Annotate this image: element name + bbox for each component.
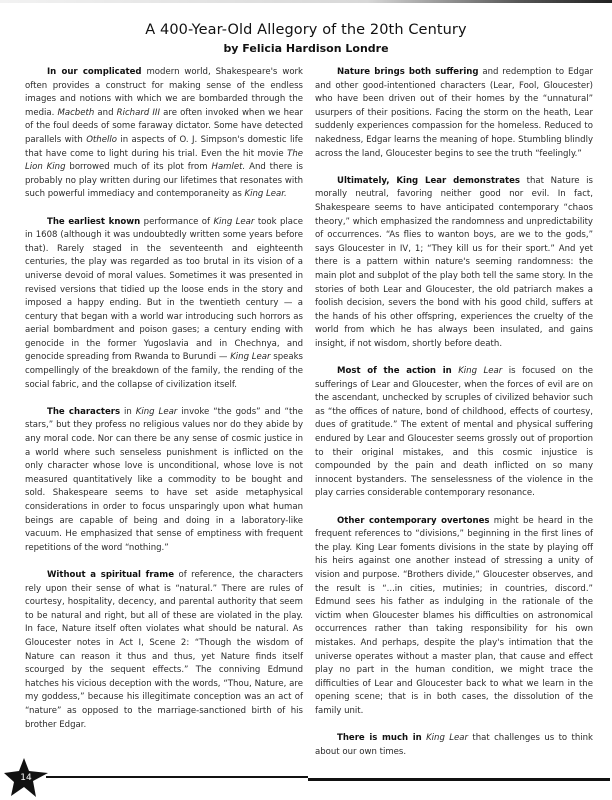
footer-rule <box>308 778 610 781</box>
paragraph-lead: There is much in <box>337 733 422 744</box>
footer-rule <box>46 776 308 778</box>
paragraph-lead: The earliest known <box>47 216 141 227</box>
paragraph-lead: Nature brings both suffering <box>337 67 479 77</box>
paragraph: The characters in King Lear invoke “the gods” and “the stars,” but they profess no religious values nor do they abide by any moral code. Nor can there be any sense of cosmic justice in a world where such senseless punishment is inflicted on the only character whose love is unconditional, whose love is not measured quantitatively like a commodity to be bought and sold. Shakespeare seems to have set aside metaphysical considerations in order to focus unsparingly upon what human beings are capable of being and doing in a laboratory-like vacuum. He emphasized that sense of emptiness with frequent repetitions of the word “nothing.” <box>25 406 304 553</box>
work-title: The Lion King <box>25 148 303 173</box>
paragraph-lead: The characters <box>47 406 121 417</box>
paragraph-lead: In our complicated <box>47 67 142 77</box>
paragraph: There is much in King Lear that challenges us to think about our own times. <box>315 733 594 757</box>
paragraph-lead: Most of the action in <box>337 366 452 377</box>
paragraph: The earliest known performance of King Lear took place in 1608 (although it was undoubtedly written some years before that). Rarely staged in the seventeenth and eighteenth centuries, the play was regarded as too brutal in its vision of a universe devoid of moral values. Sometimes it was presented in revised versions that tidied up the loose ends in the story and imposed a happy ending. But in the twentieth century — a century that began with a world war introducing such horrors as aerial bombardment and poison gases; a century ending with genocide in the former Yugoslavia and in Chechnya, and genocide spreading from Rwanda to Burundi — King Lear speaks compellingly of the breakdown of the family, the rending of the social fabric, and the collapse of civilization itself. <box>25 216 304 390</box>
article-title: A 400-Year-Old Allegory of the 20th Century <box>145 22 467 38</box>
work-title: King Lear <box>458 366 503 377</box>
paragraph-lead: Ultimately, King Lear demonstrates <box>337 175 520 186</box>
right-column <box>315 66 593 773</box>
work-title: King Lear. <box>244 189 287 200</box>
work-title: King Lear <box>213 216 255 227</box>
work-title: Hamlet. <box>211 162 246 173</box>
paragraph-lead: Other contemporary overtones <box>337 515 490 526</box>
paragraph: Most of the action in King Lear is focused on the sufferings of Lear and Gloucester, when the forces of evil are on the ascendant, unchecked by scruples of civilized behavior such as “the offices of nature, bond of childhood, effects of courtesy, dues of gratitude.” The extent of mental and physical suffering endured by Lear and Gloucester seems grossly out of proportion to their original mistakes, and this cosmic injustice is compounded by the pain and death inflicted on so many innocent bystanders. The senselessness of the violence in the play carries considerable contemporary resonance. <box>315 366 594 499</box>
work-title: Richard III <box>116 107 160 118</box>
paragraph: Nature brings both suffering and redemption to Edgar and other good-intentioned characters (Lear, Fool, Gloucester) who have been driven out of their homes by the “unnatural” usurpers of their positions. Facing the storm on the heath, Lear suddenly experiences compassion for the homeless. Reduced to nakedness, Edgar learns the meaning of hope. Stumbling blindly across the land, Gloucester begins to see the truth “feelingly.” <box>315 67 593 159</box>
paragraph: Ultimately, King Lear demonstrates that Nature is morally neutral, favoring neither good nor evil. In fact, Shakespeare seems to have anticipated contemporary “chaos theory,” which emphasized the randomness and unpredictability of occurrences. “As flies to wanton boys, are we to the gods,” says Gloucester in IV, 1; “They kill us for their sport.” And yet there is a pattern within nature's seeming randomness: the main plot and subplot of the play both tell the same story. In the stories of both Lear and Gloucester, the old patriarch makes a foolish decision, severs the bond with his good child, suffers at the hands of his other offspring, experiences the cruelty of the world from which he has always been insulated, and gains insight, if not wisdom, shortly before death. <box>315 175 593 349</box>
paragraph: In our complicated modern world, Shakespeare's work often provides a construct for making sense of the endless images and notions with which we are bombarded through the media. Macbeth and Richard III are often invoked when we hear of the foul deeds of some faraway dictator. Some have detected parallels with Othello in aspects of O. J. Simpson's domestic life that have come to light during his trial. Even the hit movie The Lion King borrowed much of its plot from Hamlet. And there is probably no play written during our lifetimes that resonates with such powerful immediacy and contemporaneity as King Lear. <box>25 67 304 200</box>
page-edge-shadow <box>0 0 612 3</box>
paragraph: Without a spiritual frame of reference, the characters rely upon their sense of what is “natural.” There are rules of courtesy, hospitality, decency, and parental authority that seem to be natural and right, but all of these are violated in the play. In face, Nature itself often violates what should be natural. As Gloucester notes in Act I, Scene 2: “Though the wisdom of Nature can reason it thus and thus, yet Nature finds itself scourged by the sequent effects.” The conniving Edmund hatches his vicious deception with the words, “Thou, Nature, are my goddess,” because his illegitimate conception was an act of “nature” as opposed to the marriage-sanctioned birth of his brother Edgar. <box>25 569 303 730</box>
page-number: 14 <box>20 773 32 783</box>
work-title: Macbeth <box>57 107 95 118</box>
work-title: King Lear <box>230 352 271 363</box>
left-column <box>25 66 303 746</box>
work-title: Othello <box>86 134 117 145</box>
work-title: King Lear <box>135 406 178 417</box>
paragraph: Other contemporary overtones might be heard in the frequent references to “divisions,” beginning in the first lines of the play. King Lear foments divisions in the state by playing off his heirs against one another instead of stressing a unity of vision and purpose. “Brothers divide,” Gloucester observes, and the result is “...in cities, mutinies; in countries, discord.” Edmund sees his father as indulging in the rationale of the victim when Gloucester blames his difficulties on astronomical occurrences rather than taking responsibility for his own mistakes. And perhaps, despite the play's intimation that the universe operates without a master plan, that cause and effect play no part in the human condition, we might trace the difficulties of Lear and Gloucester back to what we learn in the opening scene; that is in both cases, the dissolution of the family unit. <box>315 515 593 716</box>
article-byline: by Felicia Hardison Londre <box>223 42 389 55</box>
paragraph-lead: Without a spiritual frame <box>47 569 175 580</box>
work-title: King Lear <box>426 733 469 744</box>
